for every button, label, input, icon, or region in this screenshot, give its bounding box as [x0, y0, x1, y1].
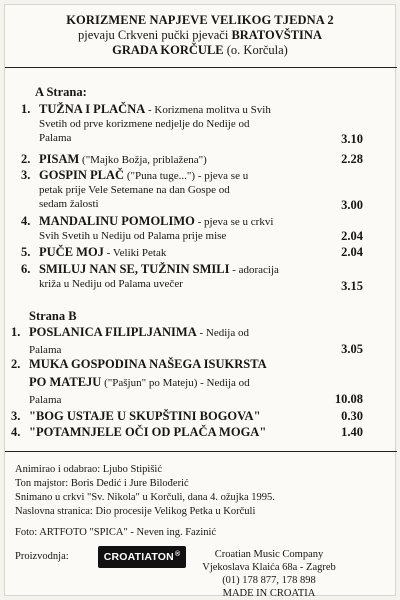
performer-line-2: GRADA KORČULE (o. Korčula) — [112, 43, 288, 57]
divider — [5, 67, 397, 68]
track-duration: 2.04 — [341, 245, 363, 259]
producer-label: Proizvodnja: — [15, 551, 69, 562]
credits: Animirao i odabrao: Ljubo Stipišić Ton majstor: Boris Dedić i Jure Bilođerić Snimano u crkvi "Sv. Nikola" u Korčuli, dana 4. ožujka 1995. Naslovna stranica: Dio procesije Velikog Petka u Korčuli — [15, 464, 275, 517]
company-info: Croatian Music Company Vjekoslava Klaića 68a - Zagreb (01) 178 877, 178 898 MADE IN CROATIA — [202, 549, 336, 599]
track-duration: 3.05 — [341, 342, 363, 356]
track-duration: 2.04 — [341, 229, 363, 243]
track-duration: 3.00 — [341, 198, 363, 212]
track-duration: 2.28 — [341, 152, 363, 166]
track-duration: 3.10 — [341, 132, 363, 146]
cassette-insert: KORIZMENE NAPJEVE VELIKOG TJEDNA 2 pjevaju Crkveni pučki pjevači BRATOVŠTINA GRADA KORČULE (o. Korčula) A Strana: 1. TUŽNA I PLAČNA - Korizmena molitva u Svih Svetih od prve korizmene nedjelje do Nedije od Palama 3.10 2. PISAM ("Majko Božja, priblažena") 2.28 3. GOSPIN PLAČ ("Puna tuge...") - pjeva se u petak prije Vele Setemane na dan Gospe od sedam žalosti 3.00 4. MANDALINU POMOLIMO - pjeva se u crkvi Svih Svetih u Nediju od Palama prije mise 2.04 5. PUČE MOJ - Veliki Petak 2.04 6. SMILUJ NAN SE, TUŽNIN SMILI - adoracija križa u Nediju od Palama uvečer 3.15 Strana B 1. POSLANICA FILIPLJANIMA - Nedija od Palama 3.05 2. MUKA GOSPODINA NAŠEGA ISUKRSTA PO MATEJU ("Pašjun" po Mateju) - Nedija od Palama 10.08 3. "BOG USTAJE U SKUPŠTINI BOGOVA" 0.30 4. "POTAMNJELE OČI OD PLAČA MOGA" 1.40 Animirao i odabrao: Ljubo Stipišić Ton majstor: Boris Dedić i Jure Bilođerić Snimano u crkvi "Sv. Nikola" u Korčuli, dana 4. ožujka 1995. Naslovna stranica: Dio procesije Velikog Petka u Korčuli Foto: ARTFOTO "SPICA" - Neven ing. Fazinić Proizvodnja: CROATIATON ® Croatian Music Company Vjekoslava Klaića 68a - Zagreb (01) 178 877, 178 898 MADE IN CROATIA — [4, 4, 396, 596]
side-a-label: A Strana: — [35, 85, 87, 99]
side-b-label: Strana B — [29, 309, 77, 323]
track-duration: 0.30 — [341, 409, 363, 423]
album-title: KORIZMENE NAPJEVE VELIKOG TJEDNA 2 — [66, 13, 334, 27]
album-header — [13, 13, 387, 58]
croatiaton-logo: CROATIATON ® — [98, 546, 186, 568]
performer-line: pjevaju Crkveni pučki pjevači BRATOVŠTINA — [78, 28, 322, 42]
track-duration: 3.15 — [341, 279, 363, 293]
photo-credit: Foto: ARTFOTO "SPICA" - Neven ing. Fazinić — [15, 527, 217, 538]
track-duration: 10.08 — [334, 392, 363, 406]
divider — [5, 451, 397, 452]
track-duration: 1.40 — [341, 425, 363, 439]
